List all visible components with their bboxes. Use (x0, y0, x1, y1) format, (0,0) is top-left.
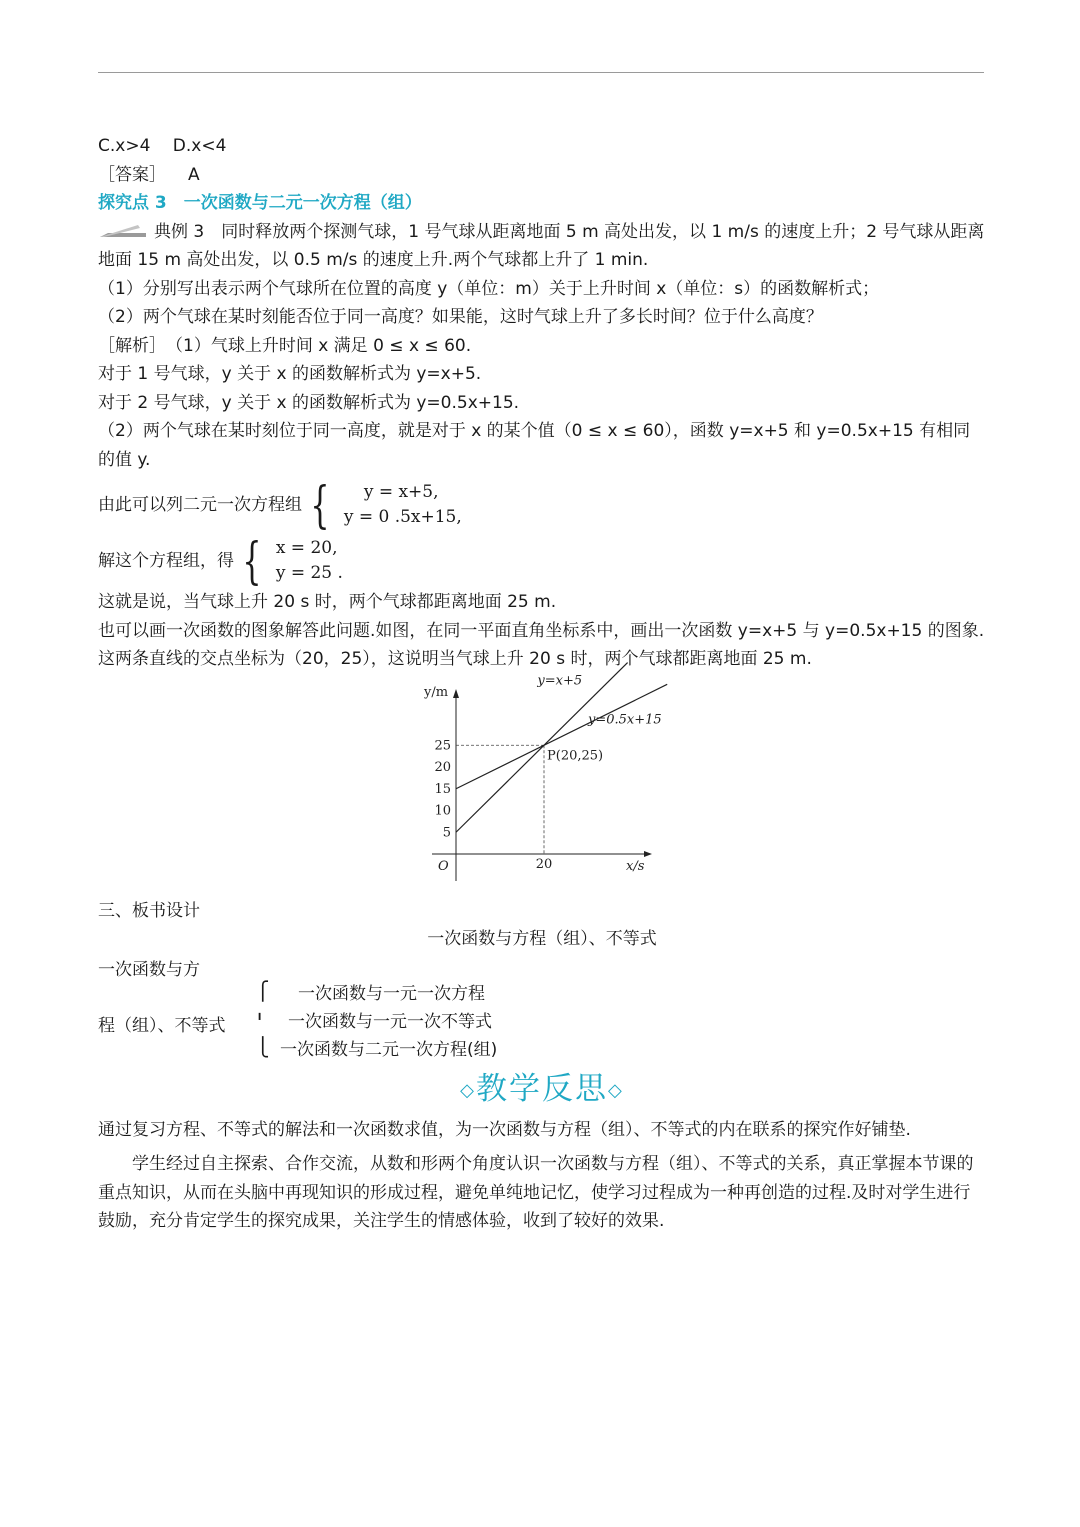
brace-middle-icon: ╹ (256, 1012, 264, 1027)
y-tick-label: 25 (434, 737, 451, 753)
answer-label: ［答案］ (98, 164, 166, 185)
series-line-2 (456, 684, 667, 788)
board-item-2: 一次函数与一元一次不等式 (288, 1011, 492, 1032)
equation-system-1 (98, 476, 986, 534)
board-left-1: 一次函数与方 (98, 959, 200, 980)
series-label-1: y=x+5 (537, 672, 583, 688)
solution-line-3: 对于 2 号气球，y 关于 x 的函数解析式为 y=0.5x+15. (98, 392, 520, 413)
board-diagram (98, 956, 986, 1060)
system-1-eq-1: y = x+5, (363, 482, 439, 502)
reflection-paragraph-1: 通过复习方程、不等式的解法和一次函数求值，为一次函数与方程（组）、不等式的内在联系的探究作好铺垫. (98, 1119, 911, 1140)
board-title: 一次函数与方程（组）、不等式 (427, 929, 657, 949)
brace-icon: { (310, 476, 330, 534)
x-axis-arrow-icon (644, 851, 652, 857)
solution-line-5: 这就是说，当气球上升 20 s 时，两个气球都距离地面 25 m. (98, 592, 557, 612)
solution-text-1: （1）气球上升时间 x 满足 0 ≤ x ≤ 60. (174, 335, 472, 356)
solution-line-4: （2）两个气球在某时刻位于同一高度，就是对于 x 的某个值（0 ≤ x ≤ 60），函数 y=x+5 和 y=0.5x+15 有相同的值 y. (98, 421, 971, 470)
x-tick-label: 20 (535, 856, 553, 872)
y-tick-label: 10 (434, 803, 451, 818)
brace-icon: { (242, 532, 262, 590)
question-1: （1）分别写出表示两个气球所在位置的高度 y（单位：m）关于上升时间 x（单位：s）的函数解析式； (98, 278, 880, 299)
function-graph (420, 672, 670, 891)
system-1-eq-2: y = 0 .5x+15, (343, 507, 462, 527)
example-badge-icon (98, 221, 148, 239)
reflection-title-text: 教学反思 (476, 1070, 608, 1107)
solution-line-1 (98, 332, 986, 361)
reflection-paragraph-2: 学生经过自主探索、合作交流，从数和形两个角度认识一次函数与方程（组）、不等式的关系，真正掌握本节课的重点知识，从而在头脑中再现知识的形成过程，避免单纯地记忆，使学习过程成为一种再创造的过程.及时对学生进行鼓励，充分肯定学生的探究成果，关注学生的情感体验，收到了较好的效果. (98, 1154, 974, 1231)
system-2-eq-1: x = 20, (275, 538, 338, 558)
example-text: 同时释放两个探测气球，1 号气球从距离地面 5 m 高处出发，以 1 m/s 的速度上升；2 号气球从距离地面 15 m 高处出发，以 0.5 m/s 的速度上升.两个气球都上升了 1 min. (98, 221, 985, 270)
reflection-title (98, 1068, 986, 1112)
solution-label: ［解析］ (98, 335, 158, 356)
y-tick-label: 15 (434, 781, 451, 797)
solution-line-6: 也可以画一次函数的图象解答此问题.如图，在同一平面直角坐标系中，画出一次函数 y=x+5 与 y=0.5x+15 的图象.这两条直线的交点坐标为（20，25），这说明当气球上升 20 s 时，两个气球都距离地面 25 m. (98, 620, 985, 669)
y-tick-label: 20 (434, 759, 451, 775)
system-2-intro: 解这个方程组，得 (98, 550, 234, 571)
section-heading: 探究点 3 一次函数与二元一次方程（组） (98, 193, 422, 213)
system-1-intro: 由此可以列二元一次方程组 (98, 494, 302, 515)
question-2: （2）两个气球在某时刻能否位于同一高度？如果能，这时气球上升了多长时间？位于什么高度？ (98, 307, 823, 327)
y-axis-arrow-icon (453, 689, 459, 698)
header-rule (98, 72, 984, 73)
example-paragraph (98, 218, 986, 275)
equation-system-2 (98, 532, 986, 590)
series-label-2: y=0.5x+15 (588, 712, 662, 727)
diamond-icon: ◇ (608, 1079, 624, 1101)
answer-line (98, 161, 986, 190)
diamond-icon: ◇ (460, 1079, 476, 1101)
options-line: C.x>4 D.x<4 (98, 136, 227, 156)
answer-value: A (188, 164, 200, 185)
page-content (98, 132, 986, 1236)
board-left-2: 程（组）、不等式 (98, 1015, 226, 1036)
origin-label: O (438, 858, 449, 874)
example-label: 典例 3 (154, 221, 205, 242)
brace-bottom-icon: ⎩ (256, 1036, 270, 1058)
y-tick-label: 5 (442, 824, 451, 840)
point-label: P(20,25) (547, 747, 604, 763)
board-item-3: 一次函数与二元一次方程(组) (280, 1039, 498, 1060)
board-heading: 三、板书设计 (98, 900, 200, 921)
y-axis-label: y/m (424, 684, 449, 700)
brace-top-icon: ⎧ (256, 980, 270, 1002)
x-axis-label: x/s (626, 858, 645, 874)
board-item-1: 一次函数与一元一次方程 (298, 983, 485, 1004)
solution-line-2: 对于 1 号气球，y 关于 x 的函数解析式为 y=x+5. (98, 364, 482, 384)
system-2-eq-2: y = 25 . (275, 563, 343, 583)
